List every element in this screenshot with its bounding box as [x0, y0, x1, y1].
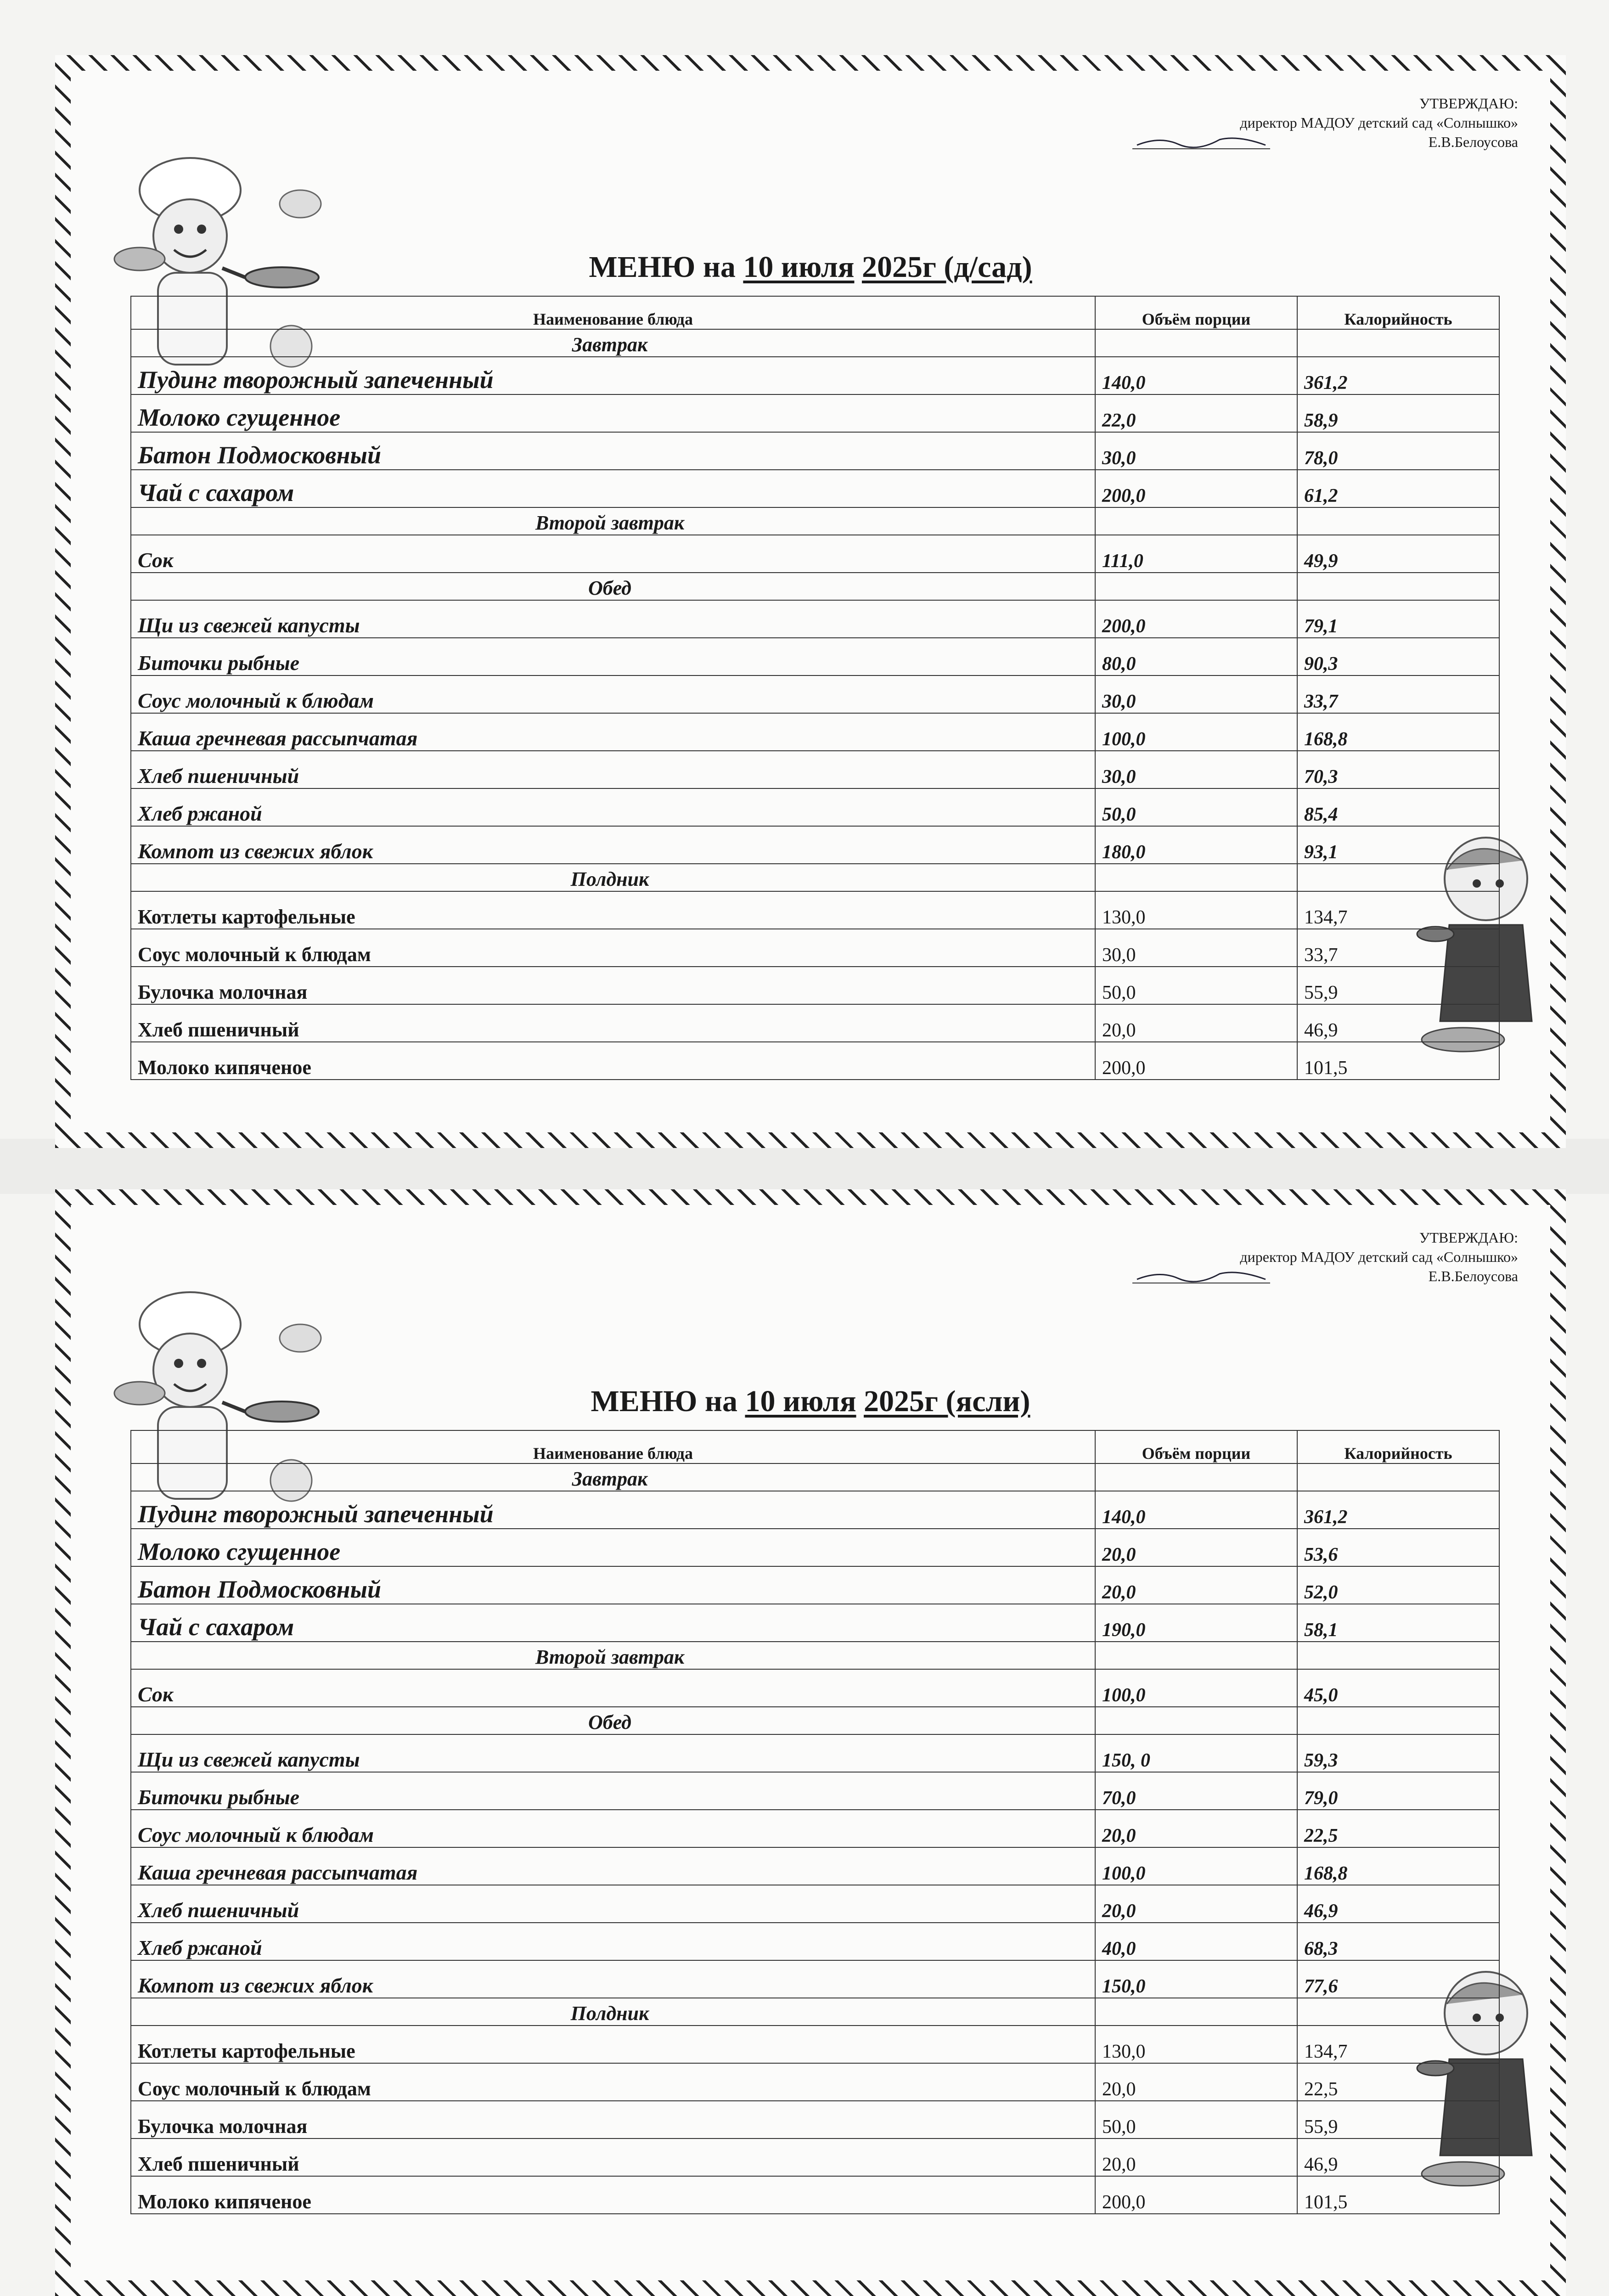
- section-calories-blank: [1297, 1998, 1499, 2026]
- table-row: [131, 675, 1499, 713]
- dish-name: Соус молочный к блюдам: [131, 2063, 1095, 2101]
- portion-value: 20,0: [1095, 1004, 1297, 1042]
- calories-value: 45,0: [1297, 1669, 1499, 1707]
- table-row: [131, 2063, 1499, 2101]
- dish-name: Сок: [131, 535, 1095, 573]
- portion-value: 30,0: [1095, 675, 1297, 713]
- calories-value: 101,5: [1297, 2176, 1499, 2214]
- section-portion-blank: [1095, 329, 1297, 357]
- header-dish: Наименование блюда: [131, 296, 1095, 329]
- portion-value: 20,0: [1095, 1529, 1297, 1566]
- table-row: [131, 1004, 1499, 1042]
- table-row: [131, 2101, 1499, 2138]
- dish-name: Каша гречневая рассыпчатая: [131, 1847, 1095, 1885]
- portion-value: 20,0: [1095, 1810, 1297, 1847]
- portion-value: 111,0: [1095, 535, 1297, 573]
- section-portion-blank: [1095, 573, 1297, 600]
- dish-name: Батон Подмосковный: [131, 432, 1095, 470]
- approval-label: УТВЕРЖДАЮ:: [1419, 95, 1518, 112]
- table-row: [131, 638, 1499, 675]
- calories-value: 59,3: [1297, 1734, 1499, 1772]
- calories-value: 49,9: [1297, 535, 1499, 573]
- portion-value: 200,0: [1095, 470, 1297, 507]
- portion-value: 190,0: [1095, 1604, 1297, 1642]
- section-title: Завтрак: [131, 1463, 1095, 1491]
- menu-sheet-kindergarten: [55, 55, 1566, 1148]
- title-prefix: МЕНЮ на: [591, 1384, 737, 1418]
- table-row: [131, 1772, 1499, 1810]
- calories-value: 55,9: [1297, 2101, 1499, 2138]
- section-header-row: [131, 1463, 1499, 1491]
- portion-value: 100,0: [1095, 1847, 1297, 1885]
- calories-value: 101,5: [1297, 1042, 1499, 1080]
- portion-value: 150, 0: [1095, 1734, 1297, 1772]
- section-header-row: [131, 1642, 1499, 1669]
- menu-table: [130, 1430, 1500, 2214]
- table-row: [131, 1885, 1499, 1923]
- section-title: Второй завтрак: [131, 1642, 1095, 1669]
- dish-name: Котлеты картофельные: [131, 2026, 1095, 2063]
- dish-name: Пудинг творожный запеченный: [131, 357, 1095, 394]
- dish-name: Хлеб ржаной: [131, 788, 1095, 826]
- section-header-row: [131, 864, 1499, 891]
- approval-block: [1013, 94, 1518, 152]
- table-row: [131, 2026, 1499, 2063]
- calories-value: 61,2: [1297, 470, 1499, 507]
- approval-block: [1013, 1228, 1518, 1286]
- portion-value: 20,0: [1095, 2138, 1297, 2176]
- calories-value: 168,8: [1297, 713, 1499, 751]
- portion-value: 140,0: [1095, 357, 1297, 394]
- table-row: [131, 1491, 1499, 1529]
- approval-name: Е.В.Белоусова: [1428, 1268, 1518, 1284]
- dish-name: Компот из свежих яблок: [131, 1960, 1095, 1998]
- table-row: [131, 1960, 1499, 1998]
- table-row: [131, 713, 1499, 751]
- section-title: Обед: [131, 573, 1095, 600]
- table-row: [131, 2138, 1499, 2176]
- dish-name: Щи из свежей капусты: [131, 600, 1095, 638]
- section-title: Завтрак: [131, 329, 1095, 357]
- title-prefix: МЕНЮ на: [589, 250, 736, 284]
- calories-value: 79,1: [1297, 600, 1499, 638]
- calories-value: 134,7: [1297, 891, 1499, 929]
- portion-value: 140,0: [1095, 1491, 1297, 1529]
- title-suffix: 2025г (ясли): [864, 1384, 1030, 1418]
- header-dish: Наименование блюда: [131, 1430, 1095, 1463]
- calories-value: 68,3: [1297, 1923, 1499, 1960]
- table-row: [131, 1566, 1499, 1604]
- calories-value: 361,2: [1297, 357, 1499, 394]
- section-portion-blank: [1095, 1642, 1297, 1669]
- section-title: Полдник: [131, 864, 1095, 891]
- table-row: [131, 535, 1499, 573]
- table-row: [131, 394, 1499, 432]
- section-calories-blank: [1297, 864, 1499, 891]
- section-header-row: [131, 1707, 1499, 1734]
- table-row: [131, 967, 1499, 1004]
- dish-name: Булочка молочная: [131, 967, 1095, 1004]
- dish-name: Щи из свежей капусты: [131, 1734, 1095, 1772]
- table-header-row: [131, 296, 1499, 329]
- portion-value: 50,0: [1095, 2101, 1297, 2138]
- approval-label: УТВЕРЖДАЮ:: [1419, 1229, 1518, 1246]
- signature-icon: [1132, 1266, 1270, 1284]
- table-header-row: [131, 1430, 1499, 1463]
- portion-value: 20,0: [1095, 2063, 1297, 2101]
- dish-name: Биточки рыбные: [131, 638, 1095, 675]
- dish-name: Булочка молочная: [131, 2101, 1095, 2138]
- table-row: [131, 751, 1499, 788]
- portion-value: 50,0: [1095, 967, 1297, 1004]
- portion-value: 20,0: [1095, 1566, 1297, 1604]
- dish-name: Биточки рыбные: [131, 1772, 1095, 1810]
- portion-value: 40,0: [1095, 1923, 1297, 1960]
- section-header-row: [131, 507, 1499, 535]
- portion-value: 22,0: [1095, 394, 1297, 432]
- portion-value: 80,0: [1095, 638, 1297, 675]
- calories-value: 53,6: [1297, 1529, 1499, 1566]
- section-portion-blank: [1095, 507, 1297, 535]
- dish-name: Компот из свежих яблок: [131, 826, 1095, 864]
- calories-value: 22,5: [1297, 2063, 1499, 2101]
- table-row: [131, 2176, 1499, 2214]
- section-calories-blank: [1297, 1463, 1499, 1491]
- table-row: [131, 357, 1499, 394]
- section-portion-blank: [1095, 1707, 1297, 1734]
- section-header-row: [131, 573, 1499, 600]
- portion-value: 180,0: [1095, 826, 1297, 864]
- portion-value: 30,0: [1095, 751, 1297, 788]
- header-calories: Калорийность: [1297, 1430, 1499, 1463]
- table-row: [131, 1604, 1499, 1642]
- section-calories-blank: [1297, 1707, 1499, 1734]
- header-calories: Калорийность: [1297, 296, 1499, 329]
- header-portion: Объём порции: [1095, 296, 1297, 329]
- portion-value: 200,0: [1095, 1042, 1297, 1080]
- dish-name: Соус молочный к блюдам: [131, 1810, 1095, 1847]
- header-portion: Объём порции: [1095, 1430, 1297, 1463]
- portion-value: 30,0: [1095, 432, 1297, 470]
- dish-name: Чай с сахаром: [131, 470, 1095, 507]
- dish-name: Хлеб пшеничный: [131, 2138, 1095, 2176]
- calories-value: 46,9: [1297, 2138, 1499, 2176]
- table-row: [131, 1669, 1499, 1707]
- signature-icon: [1132, 131, 1270, 150]
- section-portion-blank: [1095, 1998, 1297, 2026]
- table-row: [131, 788, 1499, 826]
- portion-value: 150,0: [1095, 1960, 1297, 1998]
- table-row: [131, 826, 1499, 864]
- calories-value: 52,0: [1297, 1566, 1499, 1604]
- section-calories-blank: [1297, 1642, 1499, 1669]
- dish-name: Молоко сгущенное: [131, 1529, 1095, 1566]
- table-row: [131, 891, 1499, 929]
- calories-value: 58,1: [1297, 1604, 1499, 1642]
- calories-value: 78,0: [1297, 432, 1499, 470]
- dish-name: Молоко кипяченое: [131, 2176, 1095, 2214]
- calories-value: 168,8: [1297, 1847, 1499, 1885]
- section-header-row: [131, 329, 1499, 357]
- menu-sheet-nursery: [55, 1189, 1566, 2296]
- calories-value: 46,9: [1297, 1885, 1499, 1923]
- portion-value: 30,0: [1095, 929, 1297, 967]
- table-row: [131, 600, 1499, 638]
- section-title: Второй завтрак: [131, 507, 1095, 535]
- menu-table: [130, 296, 1500, 1080]
- calories-value: 77,6: [1297, 1960, 1499, 1998]
- dish-name: Котлеты картофельные: [131, 891, 1095, 929]
- calories-value: 79,0: [1297, 1772, 1499, 1810]
- dish-name: Молоко сгущенное: [131, 394, 1095, 432]
- section-title: Обед: [131, 1707, 1095, 1734]
- portion-value: 200,0: [1095, 2176, 1297, 2214]
- approval-name: Е.В.Белоусова: [1428, 134, 1518, 150]
- portion-value: 20,0: [1095, 1885, 1297, 1923]
- table-row: [131, 1042, 1499, 1080]
- table-row: [131, 432, 1499, 470]
- portion-value: 70,0: [1095, 1772, 1297, 1810]
- calories-value: 361,2: [1297, 1491, 1499, 1529]
- section-calories-blank: [1297, 507, 1499, 535]
- table-row: [131, 929, 1499, 967]
- dish-name: Хлеб ржаной: [131, 1923, 1095, 1960]
- table-row: [131, 470, 1499, 507]
- calories-value: 33,7: [1297, 929, 1499, 967]
- section-calories-blank: [1297, 573, 1499, 600]
- dish-name: Сок: [131, 1669, 1095, 1707]
- portion-value: 200,0: [1095, 600, 1297, 638]
- page-title: [71, 250, 1550, 285]
- table-row: [131, 1847, 1499, 1885]
- dish-name: Молоко кипяченое: [131, 1042, 1095, 1080]
- calories-value: 134,7: [1297, 2026, 1499, 2063]
- dish-name: Соус молочный к блюдам: [131, 929, 1095, 967]
- calories-value: 22,5: [1297, 1810, 1499, 1847]
- portion-value: 130,0: [1095, 2026, 1297, 2063]
- dish-name: Соус молочный к блюдам: [131, 675, 1095, 713]
- portion-value: 100,0: [1095, 713, 1297, 751]
- dish-name: Каша гречневая рассыпчатая: [131, 713, 1095, 751]
- approval-position: директор МАДОУ детский сад «Солнышко»: [1240, 1249, 1518, 1265]
- portion-value: 50,0: [1095, 788, 1297, 826]
- portion-value: 100,0: [1095, 1669, 1297, 1707]
- calories-value: 55,9: [1297, 967, 1499, 1004]
- portion-value: 130,0: [1095, 891, 1297, 929]
- dish-name: Пудинг творожный запеченный: [131, 1491, 1095, 1529]
- section-portion-blank: [1095, 864, 1297, 891]
- calories-value: 85,4: [1297, 788, 1499, 826]
- title-date: 10 июля: [745, 1384, 856, 1418]
- title-date: 10 июля: [743, 250, 855, 284]
- table-row: [131, 1810, 1499, 1847]
- calories-value: 93,1: [1297, 826, 1499, 864]
- calories-value: 90,3: [1297, 638, 1499, 675]
- calories-value: 46,9: [1297, 1004, 1499, 1042]
- dish-name: Хлеб пшеничный: [131, 1004, 1095, 1042]
- calories-value: 70,3: [1297, 751, 1499, 788]
- dish-name: Хлеб пшеничный: [131, 751, 1095, 788]
- calories-value: 33,7: [1297, 675, 1499, 713]
- section-header-row: [131, 1998, 1499, 2026]
- section-calories-blank: [1297, 329, 1499, 357]
- title-suffix: 2025г (д/сад): [861, 250, 1032, 284]
- table-row: [131, 1529, 1499, 1566]
- dish-name: Чай с сахаром: [131, 1604, 1095, 1642]
- dish-name: Батон Подмосковный: [131, 1566, 1095, 1604]
- section-title: Полдник: [131, 1998, 1095, 2026]
- calories-value: 58,9: [1297, 394, 1499, 432]
- table-row: [131, 1734, 1499, 1772]
- approval-position: директор МАДОУ детский сад «Солнышко»: [1240, 114, 1518, 131]
- dish-name: Хлеб пшеничный: [131, 1885, 1095, 1923]
- page-title: [71, 1384, 1550, 1419]
- table-row: [131, 1923, 1499, 1960]
- section-portion-blank: [1095, 1463, 1297, 1491]
